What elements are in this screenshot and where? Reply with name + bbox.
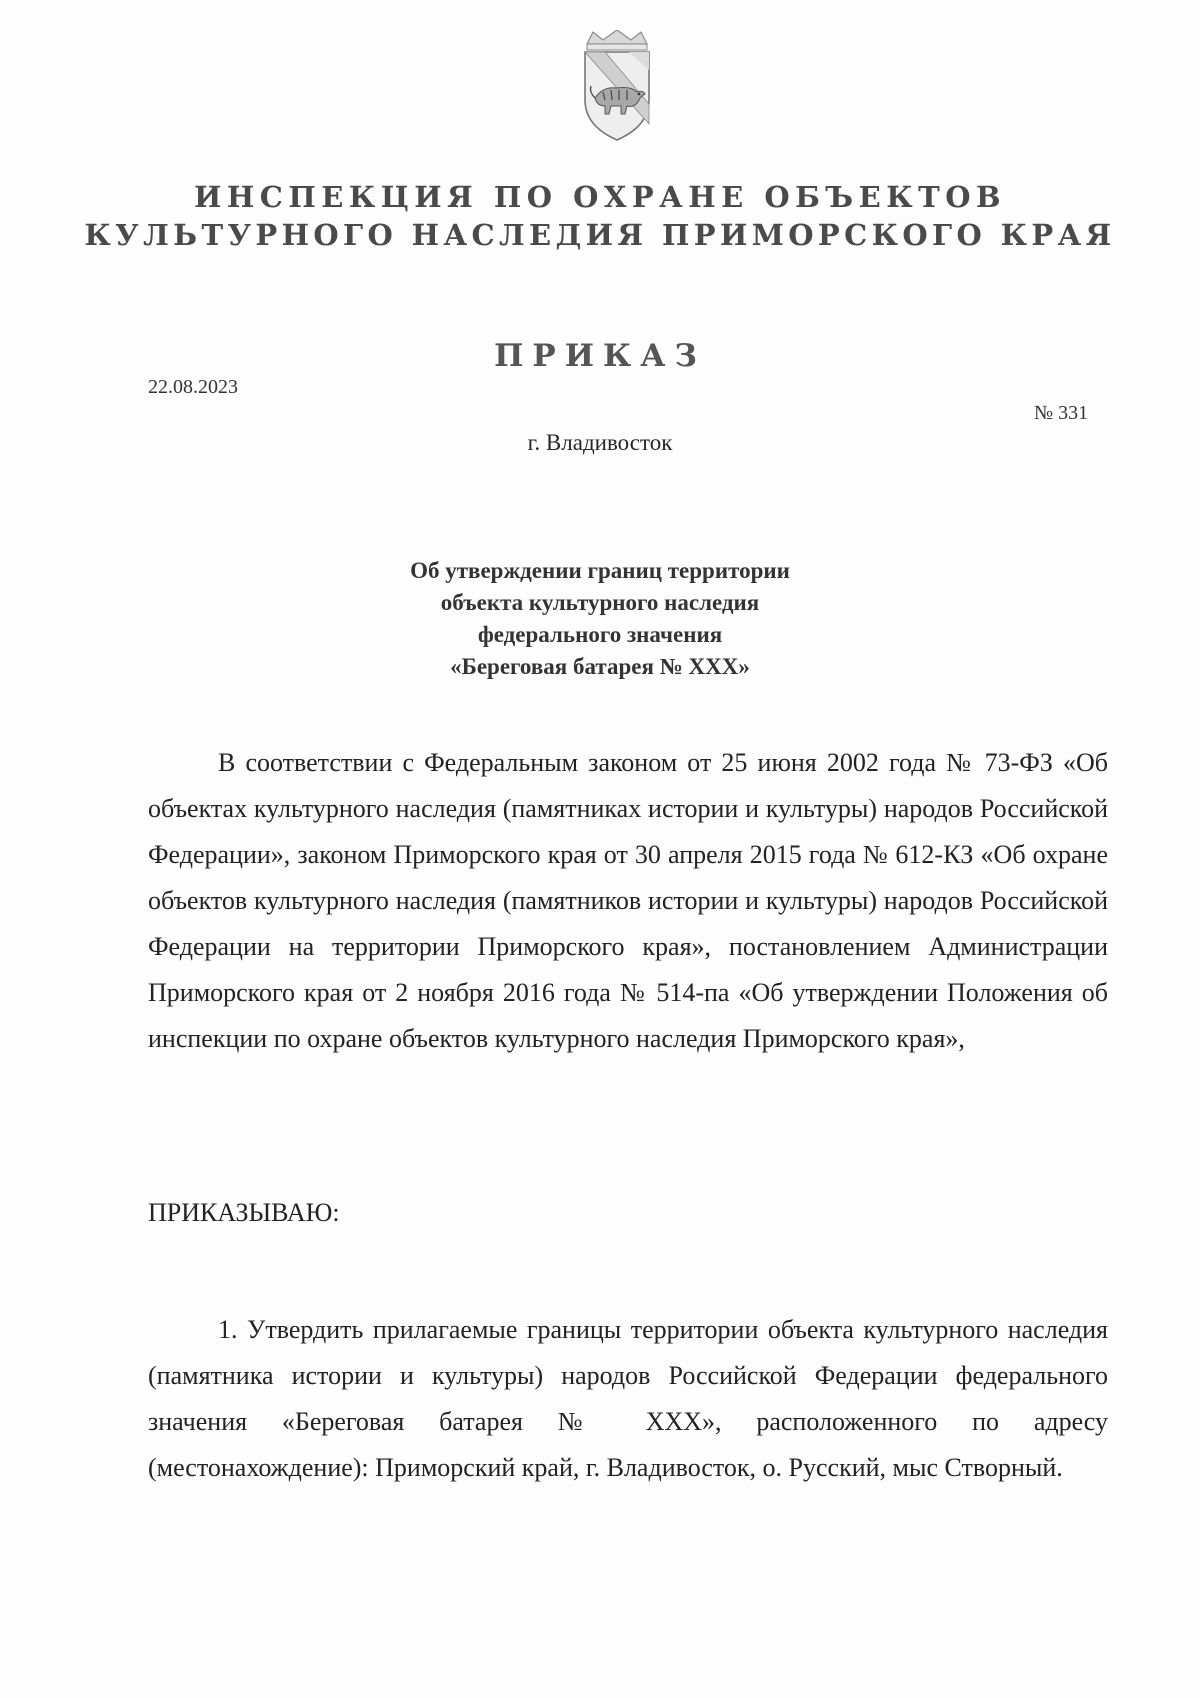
order-date: 22.08.2023 <box>148 376 238 398</box>
preamble-paragraph: В соответствии с Федеральным законом от 25 июня 2002 года № 73-ФЗ «Об объектах культурного наследия (памятниках истории и культуры) народов Российской Федерации», законом Приморского края от 30 апреля 2015 года № 612-КЗ «Об охране объектов культурного наследия (памятников истории и культуры) народов Российской Федерации на территории Приморского края», постановлением Администрации Приморского края от 2 ноября 2016 года № 514-па «Об утверждении Положения об инспекции по охране объектов культурного наследия Приморского края», <box>148 748 1108 1053</box>
order-item-1: 1. Утвердить прилагаемые границы территории объекта культурного наследия (памятника истории и культуры) народов Российской Федерации федерального значения «Береговая батарея № XXX», расположенного по адресу (местонахождение): Приморский край, г. Владивосток, о. Русский, мыс Створный. <box>148 1315 1108 1482</box>
primorsky-krai-coat-of-arms-icon <box>573 30 661 142</box>
organization-name-line1: ИНСПЕКЦИЯ ПО ОХРАНЕ ОБЪЕКТОВ <box>194 180 1006 214</box>
order-number: № 331 <box>1034 402 1089 424</box>
organization-name-line2: КУЛЬТУРНОГО НАСЛЕДИЯ ПРИМОРСКОГО КРАЯ <box>84 218 1116 252</box>
document-title: ПРИКАЗ <box>494 338 706 374</box>
order-city: г. Владивосток <box>527 430 673 455</box>
order-directive-word: ПРИКАЗЫВАЮ: <box>148 1198 340 1227</box>
subject-line: Об утверждении границ территории <box>410 558 790 583</box>
subject-line: «Береговая батарея № XXX» <box>450 654 750 679</box>
order-subject <box>0 555 1200 683</box>
subject-line: объекта культурного наследия <box>440 590 760 615</box>
subject-line: федерального значения <box>477 622 723 647</box>
